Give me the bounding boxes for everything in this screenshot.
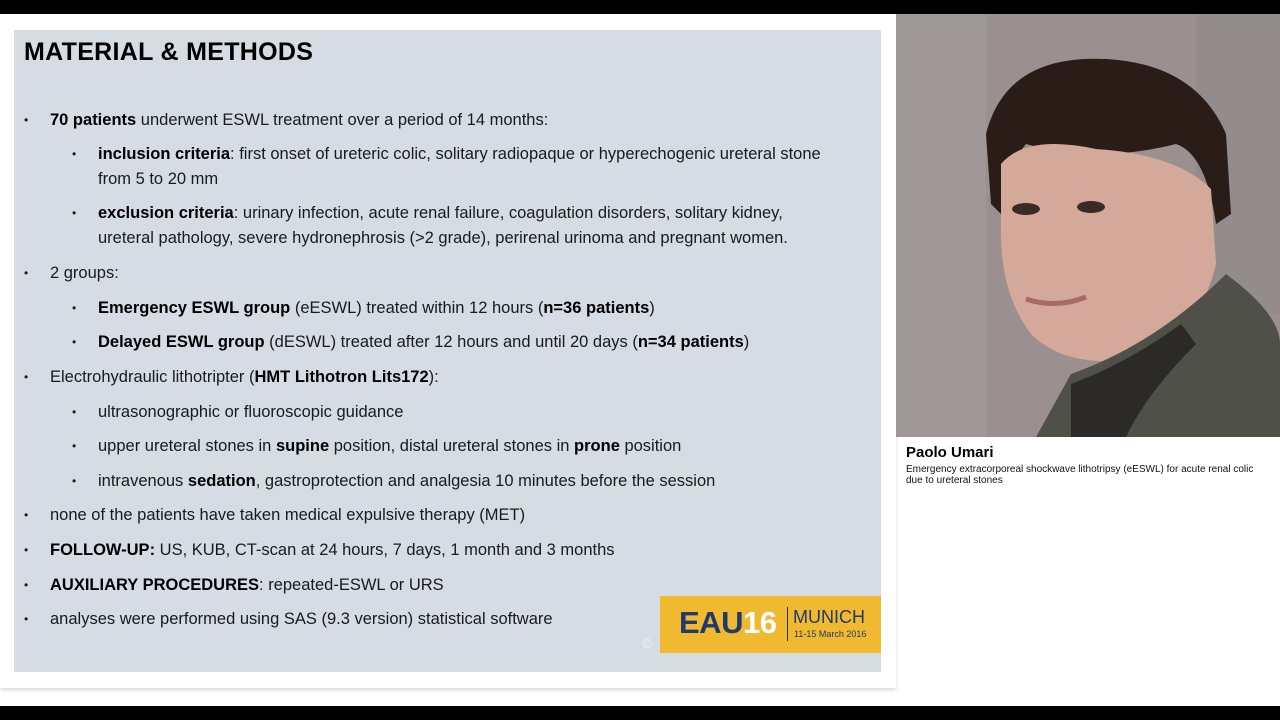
text: underwent ESWL treatment over a period of 14 months: xyxy=(136,111,549,129)
bullet-item xyxy=(72,296,655,321)
bullet-icon: • xyxy=(24,266,29,280)
bold-text: sedation xyxy=(187,472,256,490)
text: intravenous xyxy=(98,472,188,490)
speaker-name: Paolo Umari xyxy=(906,444,994,461)
bullet-icon: • xyxy=(24,543,29,557)
text: analyses were performed using SAS (9.3 version) statistical software xyxy=(50,610,553,628)
bold-text: AUXILIARY PROCEDURES xyxy=(50,576,260,594)
text: ): xyxy=(428,368,439,386)
bullet-icon: • xyxy=(72,147,77,161)
letterbox-top xyxy=(0,0,1280,14)
text: : repeated-ESWL or URS xyxy=(259,576,444,594)
bold-text: prone xyxy=(574,437,620,455)
bullet-item xyxy=(72,469,716,494)
bullet-item xyxy=(72,330,750,355)
bullet-item xyxy=(72,201,783,226)
logo-dates: 11-15 March 2016 xyxy=(794,629,867,639)
text: 2 groups: xyxy=(50,264,119,282)
bullet-item xyxy=(72,400,404,425)
text: ) xyxy=(649,299,655,317)
bold-text: Delayed ESWL group xyxy=(98,333,265,351)
text: , gastroprotection and analgesia 10 minutes before the session xyxy=(255,472,716,490)
bullet-item xyxy=(72,434,682,459)
bullet-icon: • xyxy=(72,206,77,220)
text: position, distal ureteral stones in xyxy=(329,437,575,455)
logo-eau-text: EAU16 xyxy=(679,605,777,640)
bullet-icon: • xyxy=(24,370,29,384)
bullet-item xyxy=(24,365,439,390)
bullet-icon: • xyxy=(72,474,77,488)
bullet-icon: • xyxy=(72,439,77,453)
slide-panel xyxy=(0,14,896,688)
bullet-continuation: ureteral pathology, severe hydronephrosis (>2 grade), perirenal urinoma and pregnant women. xyxy=(98,229,788,247)
bullet-item xyxy=(24,573,444,598)
speaker-info xyxy=(906,444,1266,486)
bold-text: n=34 patients xyxy=(637,333,744,351)
bullet-item xyxy=(24,607,553,632)
text: Electrohydraulic lithotripter ( xyxy=(50,368,255,386)
bold-text: n=36 patients xyxy=(543,299,650,317)
speaker-portrait-icon xyxy=(896,14,1280,437)
text: ultrasonographic or fluoroscopic guidance xyxy=(98,403,404,421)
bullet-icon: • xyxy=(24,113,29,127)
bullet-icon: • xyxy=(24,508,29,522)
bullet-item xyxy=(24,503,526,528)
slide-title: MATERIAL & METHODS xyxy=(24,38,314,66)
bullet-item xyxy=(24,538,615,563)
talk-title: Emergency extracorporeal shockwave lithotripsy (eESWL) for acute renal colic due to ureteral stones xyxy=(906,464,1254,486)
bold-text: supine xyxy=(275,437,330,455)
copyright-mark: © xyxy=(642,635,653,651)
text: : urinary infection, acute renal failure, coagulation disorders, solitary kidney, xyxy=(233,204,783,222)
bold-text: 70 patients xyxy=(50,111,137,129)
bullet-continuation: from 5 to 20 mm xyxy=(98,170,219,188)
text: position xyxy=(619,437,682,455)
bold-text: FOLLOW-UP: xyxy=(50,541,156,559)
bullet-icon: • xyxy=(24,612,29,626)
slide xyxy=(14,30,881,672)
bold-text: exclusion criteria xyxy=(98,204,234,222)
bold-text: Emergency ESWL group xyxy=(98,299,291,317)
text: (eESWL) treated within 12 hours ( xyxy=(290,299,544,317)
bullet-item xyxy=(24,108,549,133)
bullet-item xyxy=(72,142,821,167)
letterbox-bottom xyxy=(0,706,1280,720)
text: ) xyxy=(743,333,750,351)
bullet-item xyxy=(24,261,119,286)
text: upper ureteral stones in xyxy=(98,437,276,455)
bullet-icon: • xyxy=(72,301,77,315)
bullet-icon: • xyxy=(72,335,77,349)
logo-city: MUNICH xyxy=(793,607,865,627)
bullet-icon: • xyxy=(72,405,77,419)
bullet-icon: • xyxy=(24,578,29,592)
text: none of the patients have taken medical expulsive therapy (MET) xyxy=(50,506,526,524)
bold-text: inclusion criteria xyxy=(98,145,231,163)
speaker-photo xyxy=(896,14,1280,437)
text: : first onset of ureteric colic, solitary radiopaque or hyperechogenic ureteral stone xyxy=(230,145,821,163)
logo-divider xyxy=(787,607,788,641)
eau16-logo xyxy=(660,596,881,653)
bold-text: HMT Lithotron Lits172 xyxy=(254,368,429,386)
text: (dESWL) treated after 12 hours and until 20 days ( xyxy=(264,333,638,351)
text: US, KUB, CT-scan at 24 hours, 7 days, 1 month and 3 months xyxy=(155,541,615,559)
